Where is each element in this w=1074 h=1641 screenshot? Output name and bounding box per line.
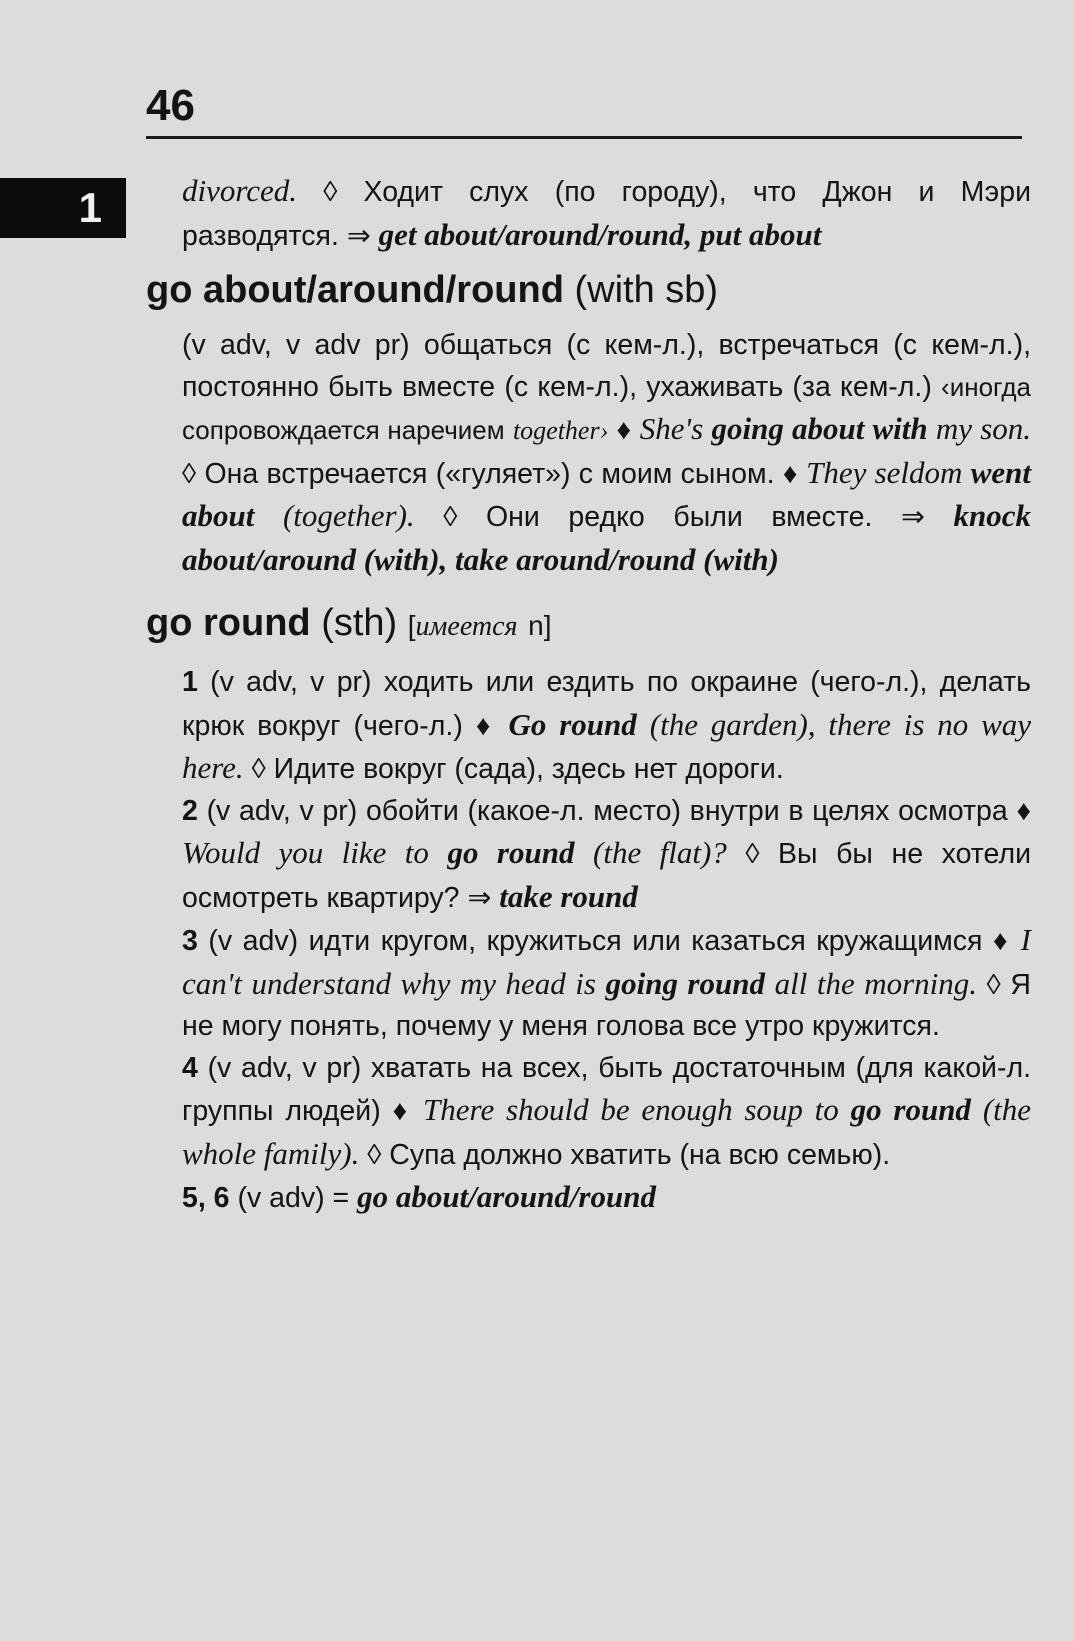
cross-reference: get about/around/round, put about: [378, 216, 822, 252]
intro-paragraph: [146, 170, 1031, 257]
sense-number: 5, 6: [182, 1182, 230, 1214]
example-ru: Вы бы не хотели осмотреть квартиру?: [182, 838, 1031, 914]
example-en: They seldom: [806, 454, 963, 490]
example-headphrase: went about: [182, 454, 1032, 533]
sense-1: [182, 662, 1031, 791]
bullet-icon: ♦: [992, 925, 1011, 957]
example-en: Would you like to: [182, 835, 429, 870]
headword-text: go about/around/round: [146, 269, 564, 311]
usage-note: ‹иногда сопровождается наречием: [182, 371, 1031, 445]
headword-argument: (with sb): [574, 269, 719, 311]
headword-note-open: [: [407, 610, 416, 641]
entry-body: [146, 325, 1031, 582]
grammar-label: (v adv): [208, 925, 299, 957]
diamond-icon: ◊: [443, 501, 458, 533]
sense-number: 1: [182, 666, 198, 698]
chapter-number: 1: [78, 184, 102, 231]
bullet-icon: ♦: [475, 709, 496, 742]
diamond-icon: ◊: [367, 1138, 382, 1171]
grammar-label: (v adv, v adv pr): [182, 329, 410, 361]
grammar-label: (v adv, v pr): [206, 794, 358, 827]
arrow-icon: ⇒: [900, 501, 925, 533]
diamond-icon: ◊: [182, 457, 197, 490]
example-ru: Я не могу понять, почему у меня голова все утро кружится.: [182, 968, 1032, 1042]
page-number: 46: [146, 81, 195, 130]
example-en: divorced.: [182, 173, 298, 208]
headword-go-about: [146, 265, 1031, 315]
headword-go-round: [146, 598, 1031, 652]
sense-2: [182, 791, 1031, 920]
cross-reference: take round: [499, 878, 638, 914]
sense-5-6: [182, 1176, 1031, 1220]
cross-reference: knock about/around (with), take around/round (with): [182, 498, 1031, 577]
grammar-label: (v adv, v pr): [207, 1051, 362, 1084]
example-en: my son.: [935, 411, 1032, 446]
example-ru: Ходит слух (по городу), что Джон и Мэри разводятся.: [182, 176, 1031, 252]
grammar-label: (v adv, v pr): [210, 666, 372, 698]
example-en: She's: [639, 411, 704, 446]
bullet-icon: ♦: [1016, 794, 1031, 827]
sense-number: 4: [182, 1051, 198, 1084]
example-headphrase: go round: [850, 1092, 971, 1127]
example-en: (together).: [282, 498, 415, 533]
example-en: (the whole family).: [182, 1092, 1032, 1171]
example-ru: Идите вокруг (сада), здесь нет дороги.: [273, 753, 784, 785]
example-en: (the flat)?: [593, 835, 727, 870]
bullet-icon: ♦: [616, 414, 632, 446]
chapter-tab: [0, 178, 126, 238]
diamond-icon: ◊: [251, 753, 266, 785]
bullet-icon: ♦: [392, 1095, 412, 1127]
definition: хватать на всех, быть достаточным (для какой-л. группы людей): [182, 1051, 1032, 1127]
cross-reference: go about/around/round: [357, 1179, 656, 1214]
example-headphrase: go round: [447, 835, 575, 870]
arrow-icon: ⇒: [467, 881, 492, 914]
example-en: all the morning.: [774, 965, 978, 1001]
diamond-icon: ◊: [323, 176, 338, 208]
headword-note-tail: n]: [528, 610, 552, 641]
headword-argument: (sth): [321, 602, 398, 644]
definition: обойти (какое-л. место) внутри в целях осмотра: [365, 794, 1008, 827]
dictionary-content: [146, 170, 1031, 1220]
example-en: There should be enough soup to: [423, 1092, 839, 1127]
example-headphrase: Go round: [508, 706, 637, 742]
definition: общаться (с кем-л.), встречаться (с кем-л.), постоянно быть вместе (с кем-л.), ухаживать (за кем-л.): [182, 329, 1031, 403]
example-ru: Она встречается («гуляет») с моим сыном.: [204, 457, 775, 490]
diamond-icon: ◊: [745, 838, 760, 870]
definition: идти кругом, кружиться или казаться кружащимся: [308, 925, 983, 957]
header-rule: [146, 136, 1022, 139]
example-en: (the garden), there is no way here.: [182, 706, 1032, 785]
example-headphrase: going about with: [711, 411, 928, 446]
definition: ходить или ездить по окраине (чего-л.), делать крюк вокруг (чего-л.): [182, 666, 1032, 742]
sense-4: [182, 1048, 1031, 1177]
diamond-icon: ◊: [986, 968, 1001, 1001]
example-ru: Супа должно хватить (на всю семью).: [389, 1138, 891, 1171]
headword-text: go round: [146, 602, 311, 644]
usage-word: together›: [512, 416, 609, 445]
bullet-icon: ♦: [782, 457, 798, 490]
example-en: I can't understand why my head is: [182, 922, 1031, 1001]
grammar-label: (v adv) =: [237, 1182, 350, 1214]
arrow-icon: ⇒: [346, 219, 371, 252]
sense-number: 2: [182, 794, 198, 827]
sense-number: 3: [182, 925, 198, 957]
headword-note: имеется: [415, 611, 518, 642]
example-headphrase: going round: [605, 965, 765, 1001]
example-ru: Они редко были вместе.: [486, 501, 873, 533]
sense-3: [182, 919, 1031, 1048]
